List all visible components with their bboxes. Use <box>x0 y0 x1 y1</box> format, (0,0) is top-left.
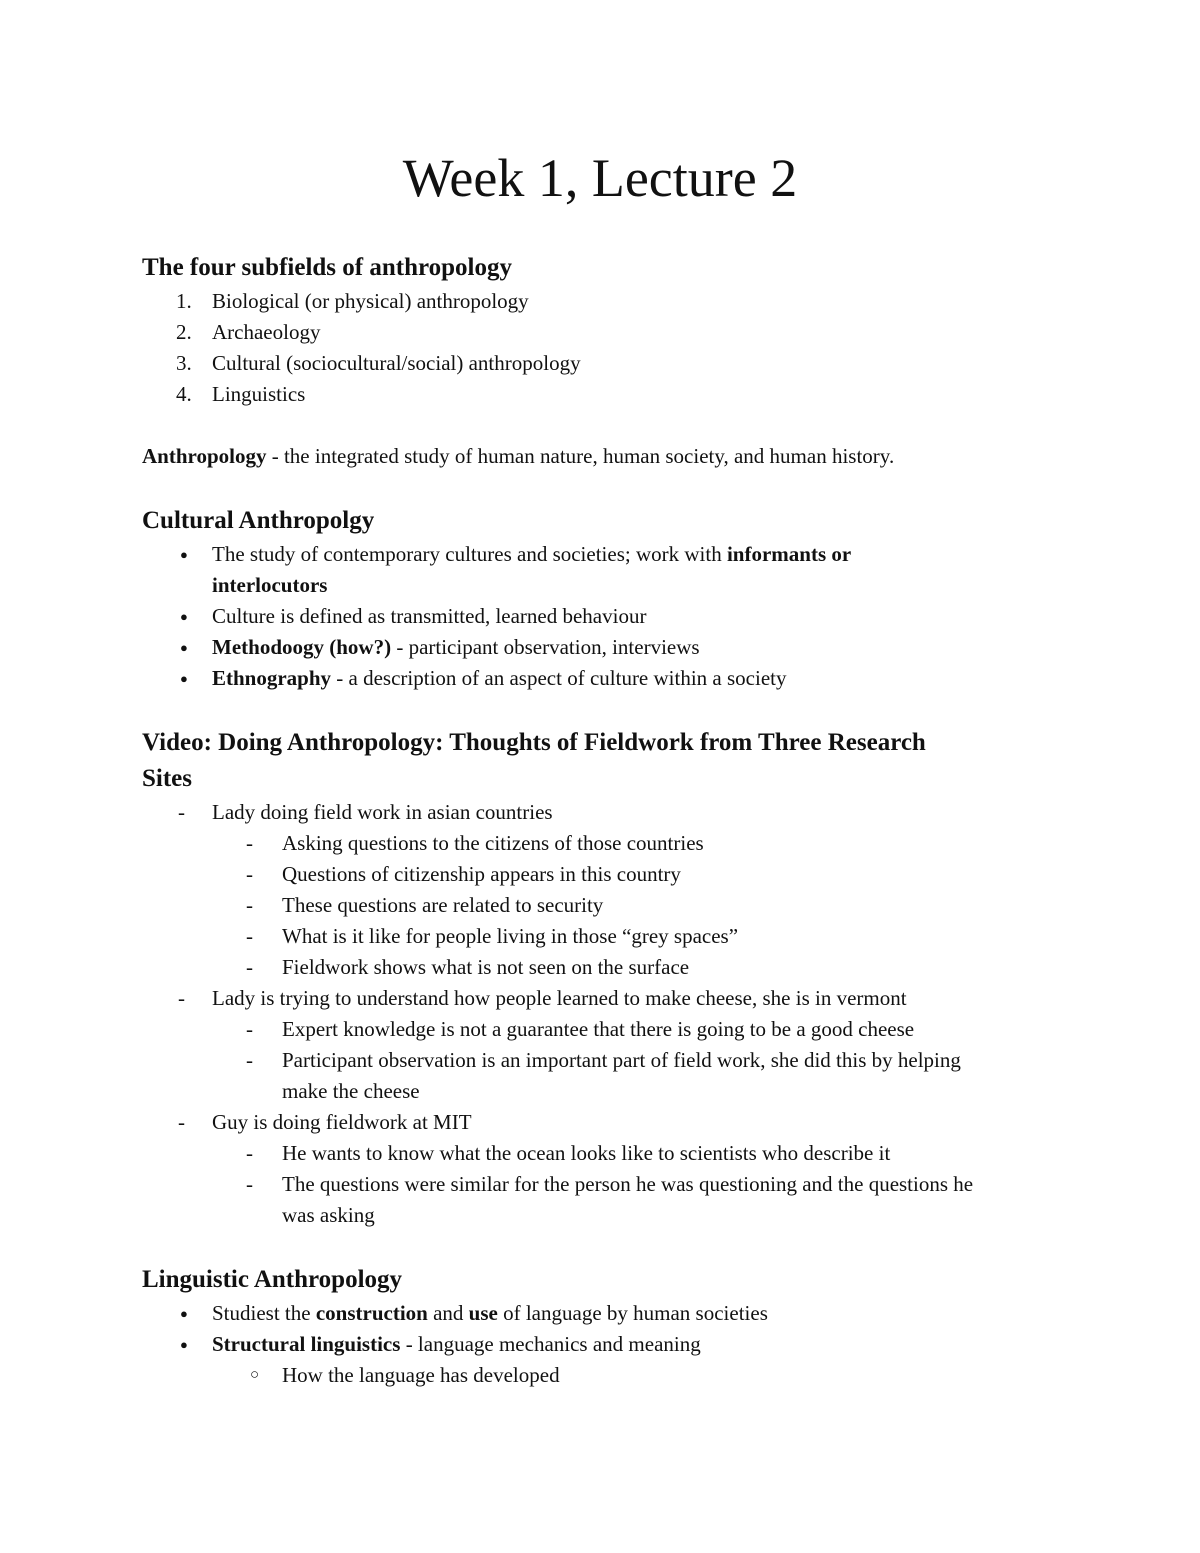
list-item: 3. Cultural (sociocultural/social) anthropology <box>176 351 581 375</box>
bullet-icon: ● <box>180 640 188 655</box>
list-subitem: - What is it like for people living in those “grey spaces” <box>246 924 739 948</box>
subfields-heading: The four subfields of anthropology <box>142 254 512 281</box>
list-item: ● Ethnography - a description of an aspect of culture within a society <box>142 663 1072 694</box>
list-item: - Lady is trying to understand how people learned to make cheese, she is in vermont <box>178 986 907 1010</box>
list-subitem: - Asking questions to the citizens of those countries <box>246 831 704 855</box>
bullet-icon: ● <box>180 609 188 624</box>
list-subitem: ○ How the language has developed <box>142 1360 1072 1391</box>
list-subitem: - The questions were similar for the person he was questioning and the questions he <box>246 1172 974 1196</box>
linguistic-heading: Linguistic Anthropology <box>142 1266 403 1293</box>
list-subitem: - Participant observation is an important part of field work, she did this by helping <box>246 1048 961 1072</box>
list-item: ● The study of contemporary cultures and societies; work with informants or <box>142 539 1072 570</box>
list-subitem: - He wants to know what the ocean looks like to scientists who describe it <box>246 1141 891 1165</box>
list-item: ● Culture is defined as transmitted, learned behaviour <box>142 601 1072 632</box>
list-subitem-continuation: make the cheese <box>282 1079 420 1103</box>
video-heading-continuation: Sites <box>142 765 192 792</box>
definition-term: Anthropology <box>142 444 267 468</box>
list-subitem-continuation: was asking <box>282 1203 375 1227</box>
linguistic-list <box>142 1298 1072 1391</box>
list-subitem: - Expert knowledge is not a guarantee that there is going to be a good cheese <box>246 1017 915 1041</box>
list-item: - Guy is doing fieldwork at MIT <box>178 1110 472 1134</box>
list-item: - Lady doing field work in asian countries <box>178 800 553 824</box>
list-item: 2. Archaeology <box>176 320 321 344</box>
list-item: 4. Linguistics <box>176 382 306 406</box>
list-item: ● Structural linguistics - language mechanics and meaning <box>142 1329 1072 1360</box>
list-item: ● Studiest the construction and use of language by human societies <box>142 1298 1072 1329</box>
bullet-icon: ● <box>180 671 188 686</box>
video-notes-list <box>142 797 1072 1231</box>
document-body <box>142 250 1072 1391</box>
circle-bullet-icon: ○ <box>250 1367 260 1383</box>
list-item-continuation: interlocutors <box>212 573 328 597</box>
page-title: Week 1, Lecture 2 <box>402 148 798 208</box>
list-item: ● Methodoogy (how?) - participant observation, interviews <box>142 632 1072 663</box>
anthropology-definition <box>142 441 1072 472</box>
cultural-heading: Cultural Anthropolgy <box>142 507 375 534</box>
bullet-icon: ● <box>180 1337 188 1352</box>
definition-text: - the integrated study of human nature, human society, and human history. <box>266 444 895 468</box>
bullet-icon: ● <box>180 547 188 562</box>
list-subitem: - Questions of citizenship appears in this country <box>246 862 681 886</box>
cultural-list <box>142 539 1072 694</box>
video-heading: Video: Doing Anthropology: Thoughts of Fieldwork from Three Research <box>142 729 926 756</box>
list-item: 1. Biological (or physical) anthropology <box>176 289 529 313</box>
list-subitem: - Fieldwork shows what is not seen on the surface <box>246 955 690 979</box>
list-subitem: - These questions are related to security <box>246 893 604 917</box>
bullet-icon: ● <box>180 1306 188 1321</box>
subfields-list <box>142 286 1072 410</box>
